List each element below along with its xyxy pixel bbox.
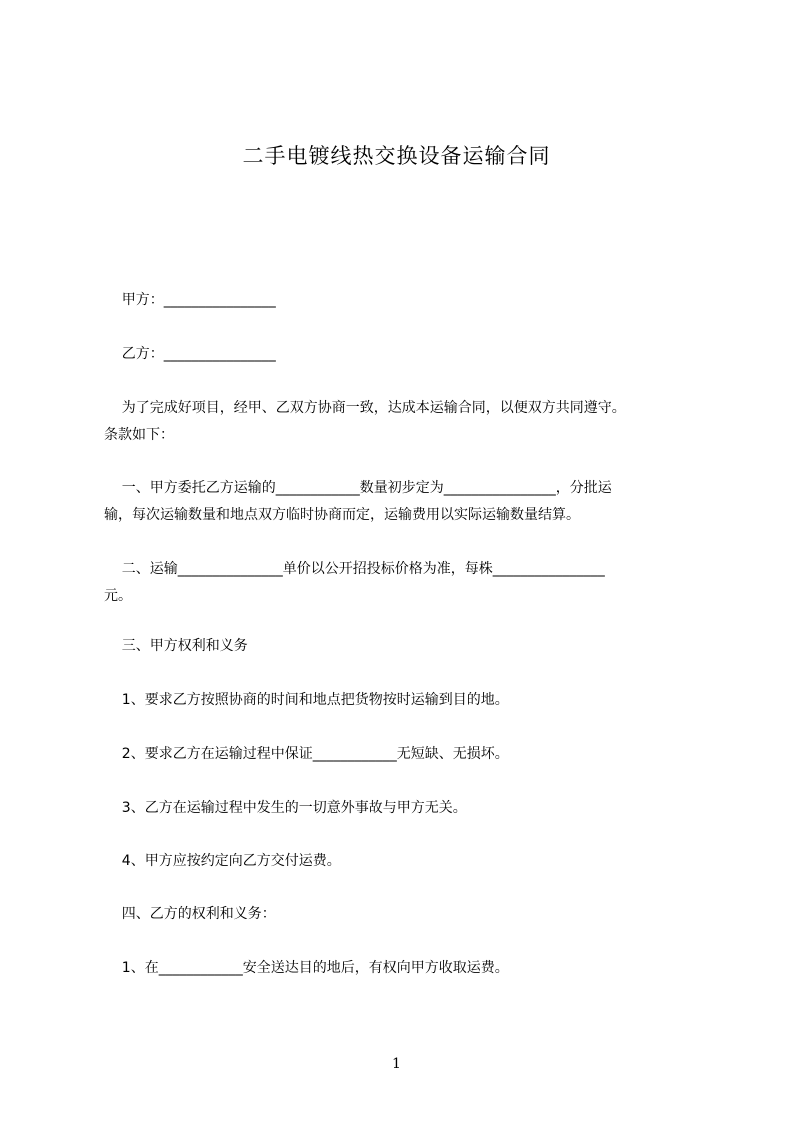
clause-1-paragraph: 一、甲方委托乙方运输的____________数量初步定为________________，分批运 输，每次运输数量和地点双方临时协商而定，运输费用以实际运输数量结算。 <box>104 480 612 523</box>
section-4-heading: 四、乙方的权利和义务： <box>104 906 276 922</box>
section-3-item-1: 1、要求乙方按照协商的时间和地点把货物按时运输到目的地。 <box>104 692 509 708</box>
section-3-item-4: 4、甲方应按约定向乙方交付运费。 <box>104 853 341 869</box>
document-title: 二手电镀线热交换设备运输合同 <box>242 144 551 168</box>
section-3-heading: 三、甲方权利和义务 <box>104 638 248 654</box>
party-b-line: 乙方：________________ <box>104 346 276 362</box>
clause-2-paragraph: 二、运输_______________单价以公开招投标价格为准，每株________________ 元。 <box>104 561 605 604</box>
page-number: 1 <box>392 1056 401 1072</box>
party-a-line: 甲方：________________ <box>104 292 276 308</box>
section-3-item-3: 3、乙方在运输过程中发生的一切意外事故与甲方无关。 <box>104 800 467 816</box>
preamble-paragraph: 为了完成好项目，经甲、乙双方协商一致，达成本运输合同，以便双方共同遵守。 条款如下： <box>104 400 626 443</box>
section-3-item-2: 2、要求乙方在运输过程中保证____________无短缺、无损坏。 <box>104 746 509 762</box>
section-4-item-1: 1、在____________安全送达目的地后，有权向甲方收取运费。 <box>104 960 509 976</box>
